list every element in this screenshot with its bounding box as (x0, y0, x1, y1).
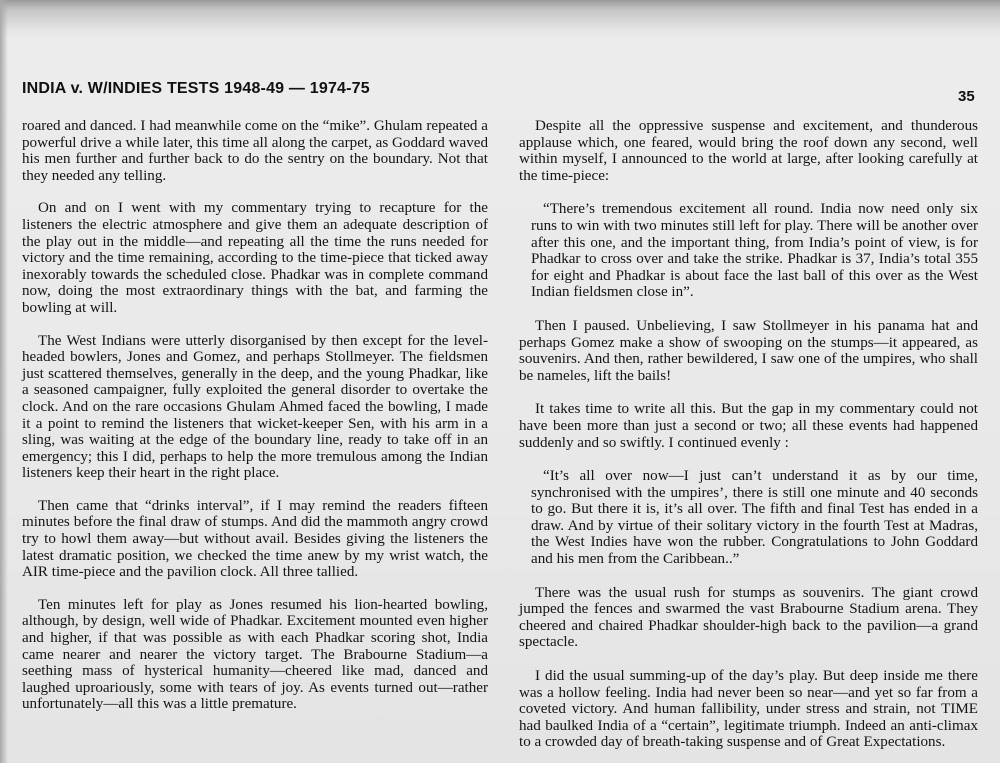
paragraph: Despite all the oppressive suspense and excitement, and thunderous applause which, one feared, would bring the roof down any second, well within myself, I announced to the world at large, after looking carefully at the time-piece: (519, 118, 978, 184)
quoted-commentary: “There’s tremendous excitement all round. India now need only six runs to win with two minutes still left for play. There will be another over after this one, and the important thing, from India’s point of view, is for Phadkar to cross over and take the strike. Phadkar is 37, India’s total 355 for eight and Phadkar is about face the last ball of this over as the West Indian fieldsmen close in”. (531, 201, 978, 301)
paragraph: I did the usual summing-up of the day’s play. But deep inside me there was a hollow feeling. India had never been so near—and yet so far from a coveted victory. And human fallibility, under stress and strain, not TIME had baulked India of a “certain”, legitimate triumph. Indeed an anti-climax to a crowded day of breath-taking suspense and of Great Expectations. (519, 668, 978, 751)
paragraph: The West Indians were utterly disorganised by then except for the level-headed bowlers, Jones and Gomez, and perhaps Stollmeyer. The fieldsmen just scattered themselves, generally in the deep, and the young Phadkar, like a seasoned campaigner, fully exploited the general disorder to overtake the clock. And on the rare occasions Ghulam Ahmed faced the bowling, I made it a point to remind the listeners that wicket-keeper Sen, with his arm in a sling, was waiting at the edge of the boundary line, ready to take off in an emergency; this I did, perhaps to help the more tremulous among the Indian listeners keep their heart in the right place. (22, 332, 488, 482)
paragraph: There was the usual rush for stumps as souvenirs. The giant crowd jumped the fences and swarmed the vast Brabourne Stadium arena. They cheered and chaired Phadkar shoulder-high back to the pavilion—a grand spectacle. (519, 584, 978, 651)
quoted-commentary: “It’s all over now—I just can’t understand it as by our time, synchronised with the umpires’, there is still one minute and 40 seconds to go. But there it is, it’s all over. The fifth and final Test has ended in a draw. And by virtue of their solitary victory in the fourth Test at Madras, the West Indies have won the rubber. Congratulations to John Goddard and his men from the Caribbean..” (531, 468, 978, 568)
paragraph: On and on I went with my commentary trying to recapture for the listeners the electric atmosphere and give them an adequate description of the play out in the middle—and repeating all the time the runs needed for victory and the time remaining, according to the time-piece that ticked away inexorably towards the scheduled close. Phadkar was in complete command now, doing the most extraordinary things with the bat, and farming the bowling at will. (22, 200, 488, 316)
paragraph: Then came that “drinks interval”, if I may remind the readers fifteen minutes before the final draw of stumps. And did the mammoth angry crowd try to howl them away—but without avail. Besides giving the listeners the latest dramatic position, we checked the time anew by my wrist watch, the AIR time-piece and the pavilion clock. All three tallied. (22, 497, 488, 581)
running-head: INDIA v. W/INDIES TESTS 1948-49 — 1974-75 (22, 80, 370, 97)
page-number: 35 (958, 88, 975, 105)
paragraph: Ten minutes left for play as Jones resumed his lion-hearted bowling, although, by design, well wide of Phadkar. Excitement mounted even higher and higher, if that was possible as with each Phadkar scoring shot, India came nearer and nearer the victory target. The Brabourne Stadium—a seething mass of hysterical humanity—cheered like mad, danced and laughed uproariously, some with tears of joy. As events turned out—rather unfortunately—all this was a little premature. (22, 596, 488, 713)
paragraph: It takes time to write all this. But the gap in my commentary could not have been more than just a second or two; all these events had happened suddenly and so swiftly. I continued evenly : (519, 401, 978, 451)
paragraph: Then I paused. Unbelieving, I saw Stollmeyer in his panama hat and perhaps Gomez make a show of swooping on the stumps—it appeared, as souvenirs. And then, rather bewildered, I saw one of the umpires, who shall be nameles, lift the bails! (519, 317, 978, 384)
paragraph: roared and danced. I had meanwhile come on the “mike”. Ghulam repeated a powerful drive a while later, this time all along the carpet, as Goddard waved his men further and further back to do the sentry on the boundary. Not that they needed any telling. (22, 118, 488, 184)
right-column (519, 118, 978, 763)
left-column (22, 118, 488, 729)
page-left-shadow (0, 0, 8, 763)
page-top-shadow (0, 0, 1000, 38)
